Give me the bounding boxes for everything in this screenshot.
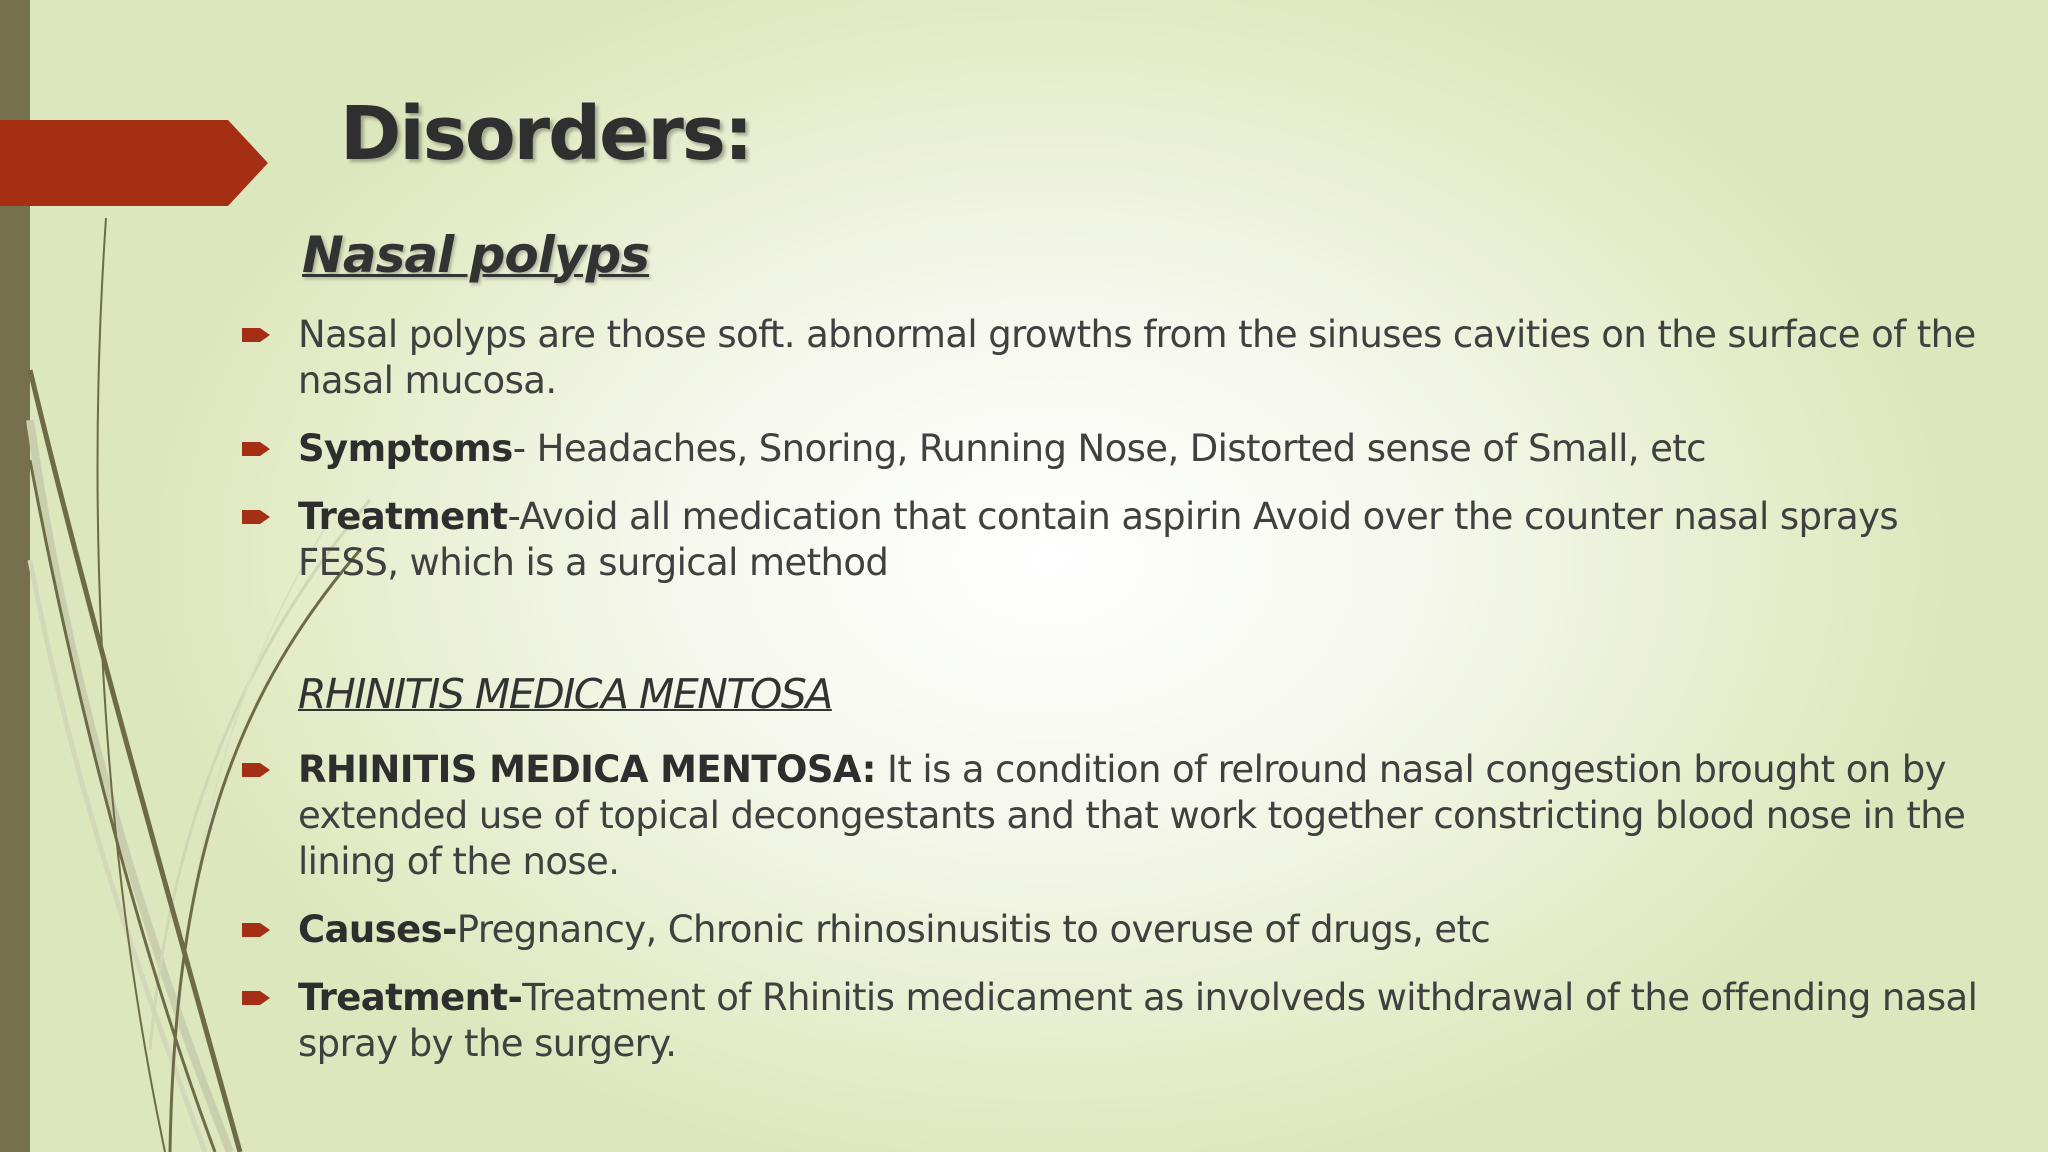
arrow-bullet-icon <box>242 760 270 780</box>
arrow-bullet-icon <box>242 988 270 1008</box>
bullet-text: Pregnancy, Chronic rhinosinusitis to overuse of drugs, etc <box>456 908 1491 951</box>
bullet-list-nasal-polyps <box>298 312 1998 608</box>
bullet-lead: Symptoms <box>298 427 513 470</box>
vine-light-1 <box>30 420 230 1152</box>
bullet-treatment <box>298 494 1998 586</box>
bullet-text: Treatment of Rhinitis medicament as involveds withdrawal of the offending nasal spray by the surgery. <box>298 976 1978 1065</box>
section-heading-nasal-polyps: Nasal polyps <box>302 226 650 284</box>
arrow-bullet-icon <box>242 439 270 459</box>
bullet-text: - Headaches, Snoring, Running Nose, Distorted sense of Small, etc <box>512 427 1706 470</box>
bullet-definition <box>298 312 1998 404</box>
bullet-definition <box>298 747 1998 885</box>
bullet-lead: RHINITIS MEDICA MENTOSA: <box>298 748 876 791</box>
bullet-text: It is a condition of relround nasal congestion brought on by extended use of topical decongestants and that work together constricting blood nose in the lining of the nose. <box>298 748 1966 883</box>
bullet-lead: Treatment- <box>298 976 523 1019</box>
arrow-bullet-icon <box>242 920 270 940</box>
slide-title: Disorders: <box>340 91 752 177</box>
vine-dark-1 <box>30 370 240 1152</box>
bullet-list-rhinitis <box>298 747 1998 1089</box>
arrow-bullet-icon <box>242 325 270 345</box>
bullet-text: Nasal polyps are those soft. abnormal growths from the sinuses cavities on the surface of the nasal mucosa. <box>298 313 1976 402</box>
bullet-lead: Treatment <box>298 495 508 538</box>
bullet-lead: Causes- <box>298 908 457 951</box>
bullet-symptoms <box>298 426 1998 472</box>
bullet-text: -Avoid all medication that contain aspirin Avoid over the counter nasal sprays FESS, which is a surgical method <box>298 495 1899 584</box>
arrow-bullet-icon <box>242 507 270 527</box>
title-arrow-icon <box>0 120 270 206</box>
section-heading-rhinitis: RHINITIS MEDICA MENTOSA <box>298 670 832 718</box>
bullet-causes <box>298 907 1998 953</box>
bullet-treatment <box>298 975 1998 1067</box>
